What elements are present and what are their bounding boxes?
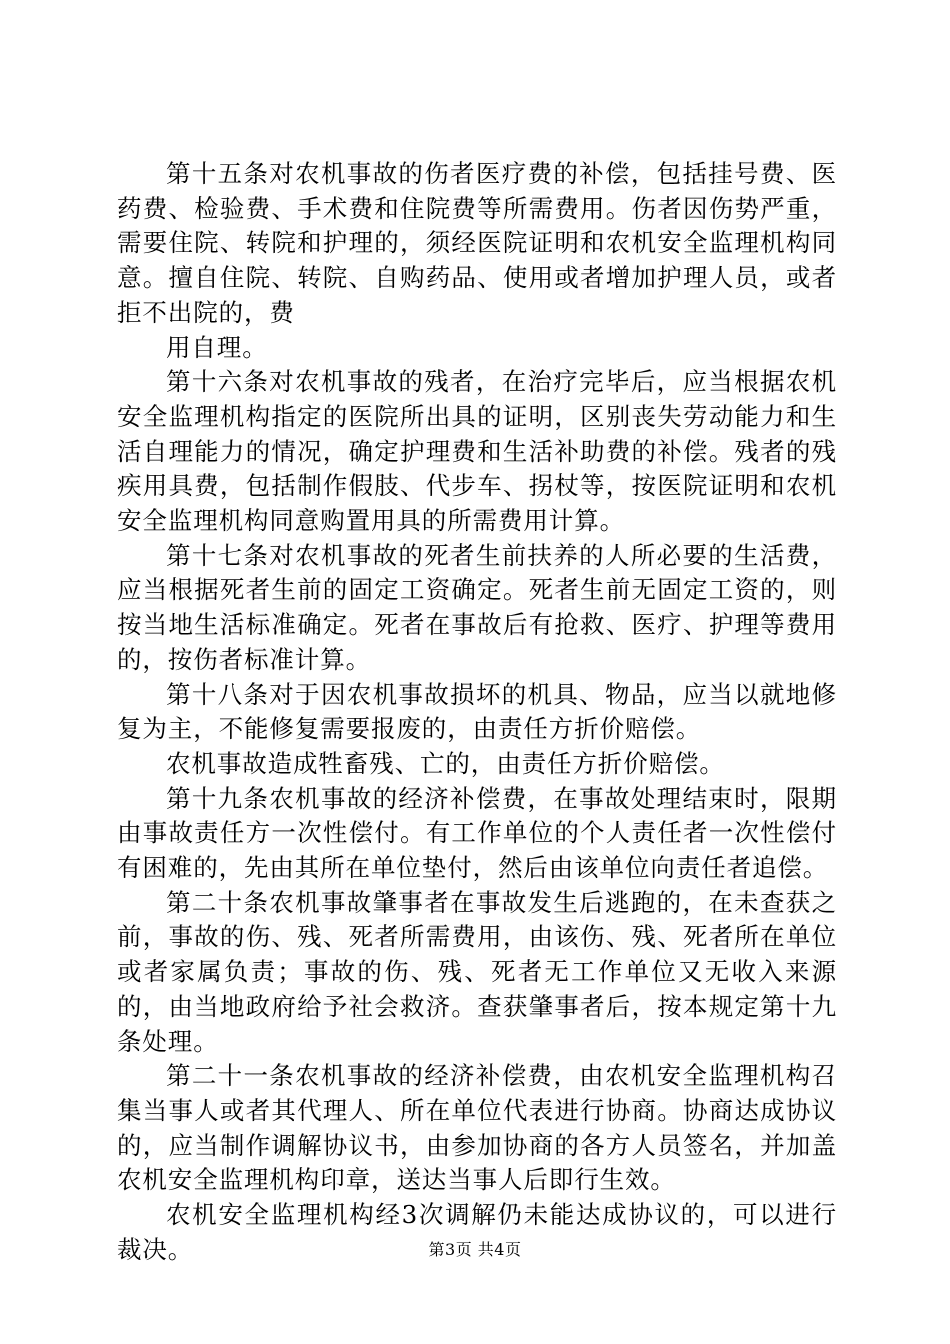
paragraph-article-21: 第二十一条农机事故的经济补偿费，由农机安全监理机构召集当事人或者其代理人、所在单位代表进行协商。协商达成协议的，应当制作调解协议书，由参加协商的各方人员签名，并加盖农机安全监理机构印章，送达当事人后即行生效。: [117, 1061, 837, 1195]
paragraph-article-18: 第十八条对于因农机事故损坏的机具、物品，应当以就地修复为主，不能修复需要报废的，由责任方折价赔偿。: [117, 679, 837, 744]
paragraph-article-15-cont: 用自理。: [166, 332, 268, 362]
document-body: [117, 157, 837, 1268]
page-number-footer: 第3页 共4页: [428, 1240, 522, 1259]
paragraph-article-17: 第十七条对农机事故的死者生前扶养的人所必要的生活费，应当根据死者生前的固定工资确定。死者生前无固定工资的，则按当地生活标准确定。死者在事故后有抢救、医疗、护理等费用的，按伤者标准计算。: [117, 540, 837, 674]
paragraph-article-15: 第十五条对农机事故的伤者医疗费的补偿，包括挂号费、医药费、检验费、手术费和住院费等所需费用。伤者因伤势严重，需要住院、转院和护理的，须经医院证明和农机安全监理机构同意。擅自住院、转院、自购药品、使用或者增加护理人员，或者拒不出院的，费: [117, 159, 837, 327]
paragraph-article-18-livestock: 农机事故造成牲畜残、亡的，由责任方折价赔偿。: [166, 748, 725, 778]
paragraph-article-16: 第十六条对农机事故的残者，在治疗完毕后，应当根据农机安全监理机构指定的医院所出具的证明，区别丧失劳动能力和生活自理能力的情况，确定护理费和生活补助费的补偿。残者的残疾用具费，包括制作假肢、代步车、拐杖等，按医院证明和农机安全监理机构同意购置用具的所需费用计算。: [117, 367, 837, 536]
paragraph-article-20: 第二十条农机事故肇事者在事故发生后逃跑的，在未查获之前，事故的伤、残、死者所需费用，由该伤、残、死者所在单位或者家属负责；事故的伤、残、死者无工作单位又无收入来源的，由当地政府给予社会救济。查获肇事者后，按本规定第十九条处理。: [117, 887, 837, 1056]
paragraph-article-21-ruling: 农机安全监理机构经3次调解仍未能达成协议的，可以进行裁决。: [117, 1200, 837, 1264]
paragraph-article-19: 第十九条农机事故的经济补偿费，在事故处理结束时，限期由事故责任方一次性偿付。有工作单位的个人责任者一次性偿付有困难的，先由其所在单位垫付，然后由该单位向责任者追偿。: [117, 783, 837, 883]
